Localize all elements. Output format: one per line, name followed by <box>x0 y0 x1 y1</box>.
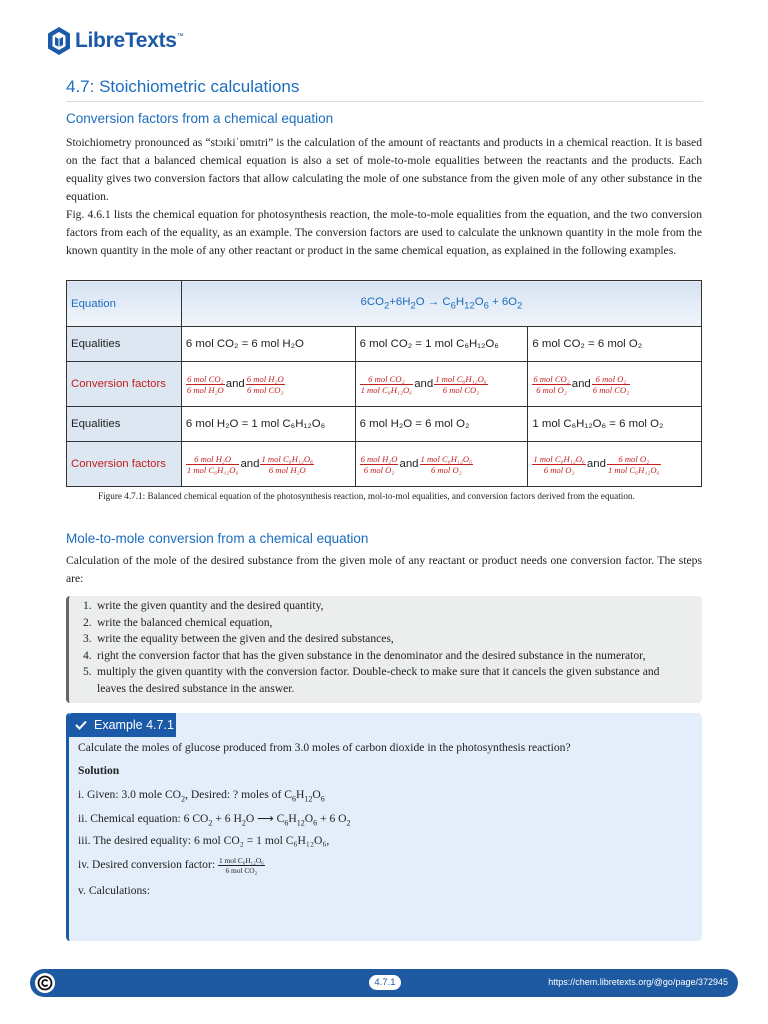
stoichiometry-paragraph: Stoichiometry pronounced as “stɔɪkiˈɒmɪtri” is the calculation of the amount of reactants and products in a chemical reaction. It is based on the fact that a balanced chemical equation is also a set of mole-to-mole equalities between the reactants and the products. Each equality gives two conversion factors that allow calculating the mole of one substance from the given mole of any other substance in the equation. <box>66 136 702 203</box>
fraction: $\frac{\text{6 mol O₂}}{\text{6 mol CO₂}}$ <box>592 373 630 395</box>
mole-conversion-intro: Calculation of the mole of the desired substance from the given mole of any reactant or product needs one conversion factor. The steps are: <box>66 554 702 585</box>
equalities-row-1 <box>67 327 702 362</box>
conversion-factors-label: Conversion factors <box>67 362 182 407</box>
solution-calculations: v. Calculations: <box>78 884 151 897</box>
fraction: $\frac{\text{6 mol O₂}}{\text{1 mol C₆H₁₂O₆}}$ <box>607 453 660 475</box>
libretexts-logo[interactable] <box>46 26 183 56</box>
step-item: 4. right the conversion factor that has the given substance in the denominator and the desired substance in the numerator, <box>83 648 646 662</box>
solution-given: i. Given: 3.0 mole $CO_2$, Desired: ? moles of $C_6H_{12}O_6$ <box>78 788 325 804</box>
figure-caption: Figure 4.7.1: Balanced chemical equation of the photosynthesis reaction, mol-to-mol equalities, and conversion factors derived from the equation. <box>98 491 635 501</box>
equality-co2-h2o: 6 mol CO₂ = 6 mol H₂O <box>181 327 355 362</box>
page-number: 4.7.1 <box>369 975 401 990</box>
equalities-label: Equalities <box>67 327 182 362</box>
equality-co2-o2: 6 mol CO₂ = 6 mol O₂ <box>528 327 702 362</box>
page-title: 4.7: Stoichiometric calculations <box>66 77 300 96</box>
stoichiometry-table <box>66 280 702 487</box>
fraction: $\frac{\text{6 mol CO₂}}{\text{6 mol H₂O}}$ <box>186 373 224 395</box>
step-item: 5. multiply the given quantity with the conversion factor. Double-check to make sure that it cancels the given substance and leaves the desired substance in the answer. <box>83 665 660 695</box>
equality-co2-glucose: 6 mol CO₂ = 1 mol C₆H₁₂O₆ <box>355 327 528 362</box>
conversion-h2o-o2: $\frac{\text{6 mol H₂O}}{\text{6 mol O₂}}$ and $\frac{\text{1 mol C₆H₁₂O₆}}{\text{6 mol O₂}}$ <box>355 442 528 487</box>
equalities-label: Equalities <box>67 407 182 442</box>
steps-list-box <box>66 596 702 703</box>
fraction: $\frac{\text{6 mol CO₂}}{\text{6 mol O₂}}$ <box>533 373 570 395</box>
example-question: Calculate the moles of glucose produced from 3.0 moles of carbon dioxide in the photosynthesis reaction? <box>78 741 571 754</box>
section-heading-conversion-factors: Conversion factors from a chemical equation <box>66 111 334 126</box>
fraction: $\frac{\text{6 mol H₂O}}{\text{1 mol C₆H₁₂O₆}}$ <box>186 453 239 475</box>
conversion-co2-o2: $\frac{\text{6 mol CO₂}}{\text{6 mol O₂}}$ and $\frac{\text{6 mol O₂}}{\text{6 mol CO₂}}$ <box>528 362 702 407</box>
title-divider <box>66 101 703 102</box>
conversion-co2-h2o: $\frac{\text{6 mol CO₂}}{\text{6 mol H₂O}}$ and $\frac{\text{6 mol H₂O}}{\text{6 mol CO₂}}$ <box>181 362 355 407</box>
example-label: Example 4.7.1 <box>94 718 174 732</box>
equalities-row-2 <box>67 407 702 442</box>
conversion-co2-glucose: $\frac{\text{6 mol CO₂}}{\text{1 mol C₆H₁₂O₆}}$ and $\frac{\text{1 mol C₆H₁₂O₆}}{\text{6 mol CO₂}}$ <box>355 362 528 407</box>
page-footer <box>30 969 738 997</box>
conversion-glucose-o2: $\frac{\text{1 mol C₆H₁₂O₆}}{\text{6 mol O₂}}$ and $\frac{\text{6 mol O₂}}{\text{1 mol C₆H₁₂O₆}}$ <box>528 442 702 487</box>
equation-row <box>67 281 702 327</box>
fraction: $\frac{\text{1 mol C₆H₁₂O₆}}{\text{6 mol O₂}}$ <box>420 453 473 475</box>
step-item: 1. write the given quantity and the desired quantity, <box>83 599 324 612</box>
fraction: $\frac{\text{1 mol C₆H₁₂O₆}}{\text{6 mol H₂O}}$ <box>261 453 314 475</box>
equation-label: Equation <box>67 281 182 327</box>
equality-h2o-o2: 6 mol H₂O = 6 mol O₂ <box>355 407 528 442</box>
conversion-h2o-glucose: $\frac{\text{6 mol H₂O}}{\text{1 mol C₆H₁₂O₆}}$ and $\frac{\text{1 mol C₆H₁₂O₆}}{\text{6 mol H₂O}}$ <box>181 442 355 487</box>
fraction: $\frac{\text{6 mol H₂O}}{\text{6 mol CO₂}}$ <box>246 373 284 395</box>
conversion-row-2 <box>67 442 702 487</box>
solution-equality: iii. The desired equality: 6 mol CO₂ = 1 mol C₆H₁₂O₆, <box>78 834 330 847</box>
solution-conversion-factor: iv. Desired conversion factor: $\frac{\text{1 mol C₆H₁₂O₆}}{\text{6 mol CO₂}}$ <box>78 856 264 875</box>
fraction: $\frac{\text{1 mol C₆H₁₂O₆}}{\text{6 mol CO₂}}$ <box>218 856 264 875</box>
cc-by-icon <box>37 975 53 991</box>
example-header[interactable] <box>69 713 176 737</box>
creative-commons-icon[interactable] <box>35 973 55 993</box>
example-box <box>66 713 702 941</box>
fraction: $\frac{\text{6 mol H₂O}}{\text{6 mol O₂}}$ <box>360 453 398 475</box>
section-heading-mole-to-mole: Mole-to-mole conversion from a chemical equation <box>66 531 369 546</box>
figure-intro-paragraph: Fig. 4.6.1 lists the chemical equation for photosynthesis reaction, the mole-to-mole equalities from the equation, and the two conversion factors from each of the equality, as an example. The conversion factors are used to calculate the unknown quantity in the mole from the known quantity in the mole of any other reactant or product in the same chemical equation, as explained in the following examples. <box>66 208 702 257</box>
solution-chemical-equation: ii. Chemical equation: 6 $CO_2 + 6$ $H_2O$ ⟶ $C_6H_{12}O_6 + 6$ $O_2$ <box>78 812 351 828</box>
conversion-factors-label: Conversion factors <box>67 442 182 487</box>
step-item: 2. write the balanced chemical equation, <box>83 615 273 629</box>
libretexts-logo-icon <box>46 26 72 56</box>
steps-list <box>83 598 688 697</box>
checkmark-icon <box>75 720 87 730</box>
solution-label: Solution <box>78 764 120 777</box>
fraction: $\frac{\text{1 mol C₆H₁₂O₆}}{\text{6 mol O₂}}$ <box>533 453 585 475</box>
equality-glucose-o2: 1 mol C₆H₁₂O₆ = 6 mol O₂ <box>528 407 702 442</box>
page-url-link[interactable]: https://chem.libretexts.org/@go/page/372945 <box>548 977 728 987</box>
step-item: 3. write the equality between the given and the desired substances, <box>83 632 394 645</box>
equality-h2o-glucose: 6 mol H₂O = 1 mol C₆H₁₂O₆ <box>181 407 355 442</box>
fraction: $\frac{\text{1 mol C₆H₁₂O₆}}{\text{6 mol CO₂}}$ <box>435 373 487 395</box>
photosynthesis-equation: $6CO_2+6H_2O \to C_6H_{12}O_6 + 6O_2$ <box>181 281 701 327</box>
logo-wordmark: LibreTexts™ <box>75 29 184 52</box>
fraction: $\frac{\text{6 mol CO₂}}{\text{1 mol C₆H₁₂O₆}}$ <box>360 373 413 395</box>
conversion-row-1 <box>67 362 702 407</box>
